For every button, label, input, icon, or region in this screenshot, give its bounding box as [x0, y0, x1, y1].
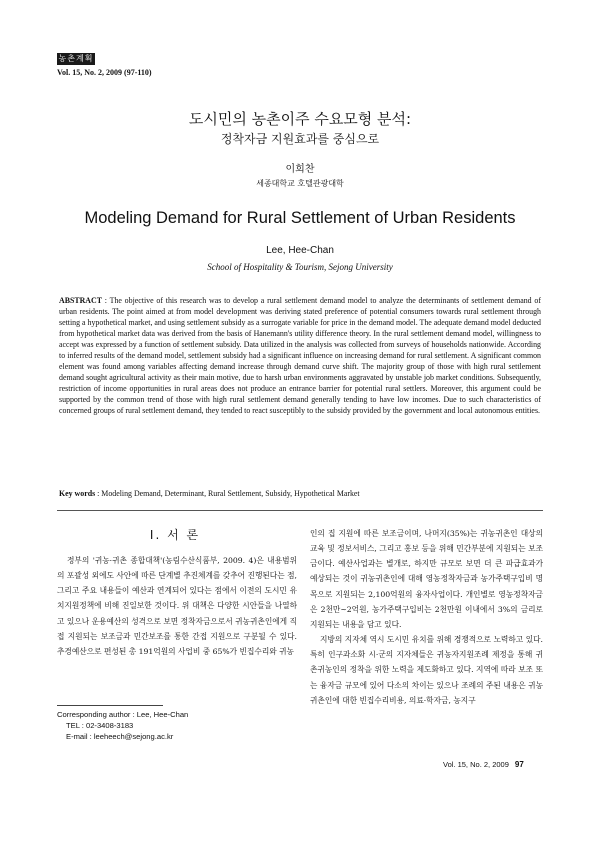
- body-left-column: 정부의 '귀농·귀촌 종합대책'(농림수산식품부, 2009. 4)은 내용범위의 포괄성 외에도 사안에 따른 단계별 추진체계를 갖추어 진행된다는 점, 그리고 주요 내용들이 예산과 연계되어 있다는 점에서 이전의 도시민 유치지원정책에 비해 진일보한 것이다. 위 대책은 다양한 시안들을 나열하고 있으나 운용예산의 성격으로 보면 정착자금으로서 귀농귀촌인에게 직접 지원되는 보조금과 민간보조를 통한 간접 지원으로 구분될 수 있다. 추경예산으로 편성된 총 191억원의 사업비 중 65%가 빈집수리와 귀농: [57, 556, 297, 656]
- abstract-label: ABSTRACT: [59, 296, 102, 305]
- korean-title: 도시민의 농촌이주 수요모형 분석:: [188, 110, 412, 128]
- page-number: 97: [514, 760, 524, 769]
- keywords-text: : Modeling Demand, Determinant, Rural Settlement, Subsidy, Hypothetical Market: [95, 489, 360, 498]
- footnote-email[interactable]: E-mail : leeheech@sejong.ac.kr: [66, 732, 174, 741]
- page-footer: [443, 760, 524, 769]
- english-title: Modeling Demand for Rural Settlement of Urban Residents: [84, 209, 516, 227]
- korean-subtitle: 정착자금 지원효과를 중심으로: [220, 132, 380, 146]
- korean-affiliation: 세종대학교 호텔관광대학: [256, 179, 344, 188]
- footnote-divider: [57, 705, 163, 706]
- keywords-label: Key words: [59, 489, 96, 498]
- body-right-column: [310, 526, 543, 708]
- section-divider: [57, 510, 543, 511]
- volume-line: Vol. 15, No. 2, 2009 (97-110): [57, 68, 152, 77]
- abstract-text: : The objective of this research was to develop a rural settlement demand model to analyze the determinants of settlement demand of urban residents. The point aimed at from model development was deriving stated preference of potential consumers towards rural settlement through setting a hypothetical market, and using settlement subsidy as a surrogate variable for price in the demand model. The adequate demand model deducted from hypothetical market data was derived from the basis of Hanemann's utility difference theory. In the rural settlement demand model, willingness to accept was expressed by a function of settlement subsidy. Data utilized in the analysis was collected from surveys of households nationwide. According to inferred results of the demand model, settlement subsidy had a significant influence on increasing demand for rural settlement. A significant common element was found among variables affecting demand increase through demand curve shift. The majority group of those with high rural settlement demand sought agricultural activity as their main motive, due to harsh urban environments aggravated by unstable job market conditions. Subsequently, restriction of income opportunities in rural areas does not produce an entrance barrier for potential rural settlers. Moreover, this argument could be supported by the common trend of those with high rural settlement demand generally tending to have low incomes. Due to such characteristics of concerned groups of rural settlement demand, they tended to react susceptibly to the subsidy provided by the government and local autonomous entities.: [59, 296, 541, 416]
- body-right-paragraph-2: 지방의 지자체 역시 도시민 유치를 위해 경쟁적으로 노력하고 있다. 특히 인구과소화 시·군의 지자체들은 귀농자지원조례 제정을 통해 귀촌귀농인의 정착을 위한 노력을 제도화하고 있다. 지역에 따라 보조 또는 융자금 규모에 있어 다소의 차이는 있으나 조례의 주된 내용은 귀농귀촌인에 대한 빈집수리비용, 의료·학자금, 농지구: [310, 635, 543, 705]
- footnote-tel: TEL : 02-3408-3183: [66, 721, 134, 730]
- keywords: [59, 489, 541, 498]
- footer-issue: Vol. 15, No. 2, 2009: [443, 760, 509, 769]
- journal-badge: 농촌계획: [58, 54, 94, 63]
- english-author: Lee, Hee-Chan: [266, 245, 334, 256]
- body-right-paragraph-1: 인의 집 지원에 따른 보조금이며, 나머지(35%)는 귀농귀촌인 대상의 교육 및 정보서비스, 그리고 홍보 등을 위해 민간부분에 지원되는 보조금이다. 예산사업과는 별개로, 하지만 규모로 보면 더 큰 파급효과가 예상되는 것이 귀농귀촌인에 대해 영농정착자금과 농가주택구입비 명목으로 지원되는 2,100억원의 융자사업이다. 개인별로 영농정착자금은 2천만~2억원, 농가주택구입비는 2천만원 이내에서 3%의 금리로 지원되는 내용을 담고 있다.: [310, 529, 543, 629]
- section-title: I. 서 론: [149, 528, 201, 542]
- korean-author: 이희찬: [285, 164, 315, 175]
- footnote-author: Corresponding author : Lee, Hee-Chan: [57, 710, 189, 719]
- english-affiliation: School of Hospitality & Tourism, Sejong University: [207, 262, 393, 272]
- abstract: [59, 295, 541, 417]
